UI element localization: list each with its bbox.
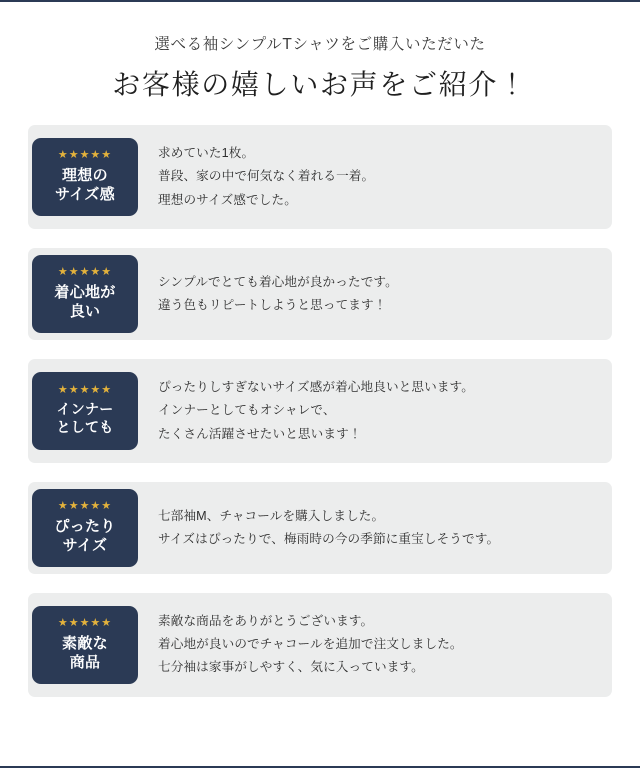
status-badge bbox=[32, 606, 138, 684]
page-title: お客様の嬉しいお声をご紹介！ bbox=[112, 67, 528, 101]
star-rating-icon: ★★★★★ bbox=[57, 265, 113, 278]
review-text-line: インナーとしてもオシャレで、 bbox=[158, 403, 336, 418]
badge-label: インナー bbox=[56, 401, 114, 417]
review-text-line: シンプルでとても着心地が良かったです。 bbox=[158, 274, 398, 289]
review-text-line: 着心地が良いのでチャコールを追加で注文しました。 bbox=[158, 637, 463, 652]
status-badge bbox=[32, 255, 138, 333]
badge-label: 良い bbox=[69, 302, 101, 320]
badge-label: としても bbox=[56, 418, 114, 435]
header-subtitle: 選べる袖シンプルTシャツをご購入いただいた bbox=[154, 36, 486, 53]
review-text-line: 理想のサイズ感でした。 bbox=[158, 192, 297, 207]
star-rating-icon: ★★★★★ bbox=[57, 148, 113, 161]
status-badge bbox=[32, 489, 138, 567]
review-text-line: ぴったりしすぎないサイズ感が着心地良いと思います。 bbox=[158, 379, 474, 394]
review-text-line: 七分袖は家事がしやすく、気に入っています。 bbox=[158, 660, 424, 675]
review-text-line: 普段、家の中で何気なく着れる一着。 bbox=[158, 169, 375, 184]
badge-label: サイズ bbox=[62, 536, 108, 554]
review-list bbox=[0, 125, 640, 697]
badge-label: サイズ感 bbox=[54, 186, 115, 204]
badge-label: 商品 bbox=[69, 653, 101, 671]
badge-label: 着心地が bbox=[54, 283, 116, 301]
list-item bbox=[28, 248, 612, 340]
review-text-line: たくさん活躍させたいと思います！ bbox=[158, 426, 362, 441]
star-rating-icon: ★★★★★ bbox=[57, 384, 113, 396]
top-divider bbox=[0, 0, 640, 2]
status-badge bbox=[32, 138, 138, 216]
review-text-line: 素敵な商品をありがとうございます。 bbox=[158, 613, 374, 628]
badge-label: ぴったり bbox=[54, 517, 116, 535]
review-text-line: サイズはぴったりで、梅雨時の今の季節に重宝しそうです。 bbox=[158, 531, 500, 546]
badge-label: 理想の bbox=[62, 166, 108, 184]
list-item bbox=[28, 593, 612, 697]
review-text-line: 七部袖M、チャコールを購入しました。 bbox=[158, 508, 385, 523]
review-text-line: 求めていた1枚。 bbox=[158, 146, 255, 161]
page-header bbox=[0, 0, 640, 103]
list-item bbox=[28, 482, 612, 574]
list-item bbox=[28, 125, 612, 229]
list-item bbox=[28, 359, 612, 463]
star-rating-icon: ★★★★★ bbox=[57, 499, 113, 512]
review-text-line: 違う色もリピートしようと思ってます！ bbox=[158, 297, 387, 312]
badge-label: 素敵な bbox=[62, 634, 108, 652]
star-rating-icon: ★★★★★ bbox=[57, 616, 113, 629]
status-badge bbox=[32, 372, 138, 450]
